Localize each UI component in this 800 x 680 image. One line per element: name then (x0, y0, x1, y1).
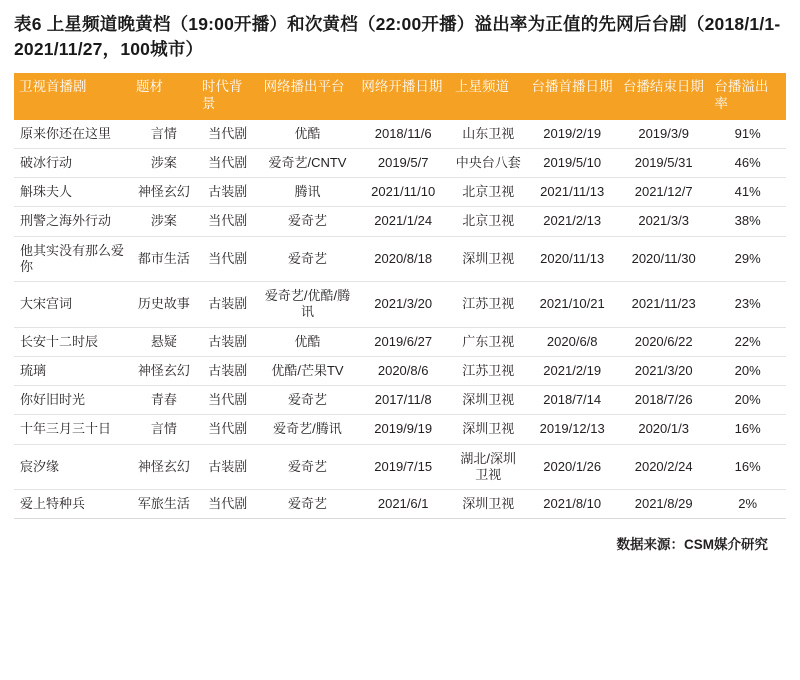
table-row (14, 327, 786, 356)
cell-drama: 十年三月三十日 (14, 415, 131, 444)
cell-tv-start: 2018/7/14 (527, 386, 618, 415)
cell-tv-end: 2020/11/30 (618, 236, 709, 282)
cell-tv-start: 2020/1/26 (527, 444, 618, 490)
cell-online-date: 2017/11/8 (356, 386, 450, 415)
cell-overflow-rate: 2% (709, 490, 786, 519)
cell-era: 当代剧 (197, 120, 259, 149)
column-header-online-platform: 网络播出平台 (259, 73, 357, 120)
overflow-rate-table (14, 73, 786, 520)
cell-drama: 斛珠夫人 (14, 178, 131, 207)
cell-tv-start: 2019/2/19 (527, 120, 618, 149)
cell-tv-start: 2021/2/19 (527, 356, 618, 385)
cell-overflow-rate: 16% (709, 415, 786, 444)
table-row (14, 282, 786, 328)
cell-tv-start: 2021/11/13 (527, 178, 618, 207)
cell-tv-end: 2021/3/20 (618, 356, 709, 385)
cell-channel: 山东卫视 (450, 120, 527, 149)
cell-channel: 深圳卫视 (450, 386, 527, 415)
cell-platform: 优酷/芒果TV (259, 356, 357, 385)
cell-genre: 言情 (131, 415, 197, 444)
cell-genre: 涉案 (131, 148, 197, 177)
cell-online-date: 2021/6/1 (356, 490, 450, 519)
cell-tv-end: 2021/12/7 (618, 178, 709, 207)
cell-genre: 言情 (131, 120, 197, 149)
cell-overflow-rate: 20% (709, 386, 786, 415)
cell-platform: 爱奇艺/CNTV (259, 148, 357, 177)
cell-overflow-rate: 46% (709, 148, 786, 177)
cell-tv-start: 2019/5/10 (527, 148, 618, 177)
cell-genre: 神怪玄幻 (131, 444, 197, 490)
cell-channel: 广东卫视 (450, 327, 527, 356)
cell-drama: 他其实没有那么爱你 (14, 236, 131, 282)
cell-era: 古装剧 (197, 282, 259, 328)
cell-channel: 深圳卫视 (450, 415, 527, 444)
cell-tv-end: 2020/2/24 (618, 444, 709, 490)
cell-genre: 历史故事 (131, 282, 197, 328)
column-header-online-start-date: 网络开播日期 (356, 73, 450, 120)
cell-tv-start: 2020/6/8 (527, 327, 618, 356)
cell-channel: 北京卫视 (450, 207, 527, 236)
cell-tv-start: 2020/11/13 (527, 236, 618, 282)
cell-platform: 爱奇艺 (259, 236, 357, 282)
cell-overflow-rate: 38% (709, 207, 786, 236)
cell-overflow-rate: 29% (709, 236, 786, 282)
cell-platform: 腾讯 (259, 178, 357, 207)
cell-online-date: 2020/8/6 (356, 356, 450, 385)
table-row (14, 178, 786, 207)
cell-drama: 爱上特种兵 (14, 490, 131, 519)
cell-platform: 优酷 (259, 120, 357, 149)
cell-channel: 湖北/深圳卫视 (450, 444, 527, 490)
cell-genre: 悬疑 (131, 327, 197, 356)
column-header-genre: 题材 (131, 73, 197, 120)
cell-online-date: 2019/9/19 (356, 415, 450, 444)
column-header-overflow-rate: 台播溢出率 (709, 73, 786, 120)
table-row (14, 415, 786, 444)
cell-online-date: 2019/7/15 (356, 444, 450, 490)
cell-era: 当代剧 (197, 386, 259, 415)
table-row (14, 444, 786, 490)
cell-tv-start: 2021/10/21 (527, 282, 618, 328)
cell-drama: 宸汐缘 (14, 444, 131, 490)
cell-platform: 优酷 (259, 327, 357, 356)
cell-overflow-rate: 22% (709, 327, 786, 356)
cell-channel: 深圳卫视 (450, 236, 527, 282)
table-row (14, 356, 786, 385)
cell-overflow-rate: 23% (709, 282, 786, 328)
cell-genre: 神怪玄幻 (131, 178, 197, 207)
column-header-tv-start-date: 台播首播日期 (527, 73, 618, 120)
cell-overflow-rate: 41% (709, 178, 786, 207)
cell-era: 当代剧 (197, 415, 259, 444)
cell-platform: 爱奇艺 (259, 386, 357, 415)
cell-tv-start: 2019/12/13 (527, 415, 618, 444)
cell-drama: 大宋宫词 (14, 282, 131, 328)
cell-tv-end: 2020/6/22 (618, 327, 709, 356)
cell-tv-end: 2018/7/26 (618, 386, 709, 415)
cell-online-date: 2018/11/6 (356, 120, 450, 149)
cell-platform: 爱奇艺 (259, 207, 357, 236)
cell-drama: 你好旧时光 (14, 386, 131, 415)
cell-platform: 爱奇艺/腾讯 (259, 415, 357, 444)
cell-online-date: 2021/11/10 (356, 178, 450, 207)
cell-online-date: 2021/3/20 (356, 282, 450, 328)
table-row (14, 490, 786, 519)
cell-overflow-rate: 16% (709, 444, 786, 490)
cell-era: 古装剧 (197, 356, 259, 385)
cell-tv-end: 2021/11/23 (618, 282, 709, 328)
cell-online-date: 2020/8/18 (356, 236, 450, 282)
table-header-row (14, 73, 786, 120)
cell-online-date: 2019/6/27 (356, 327, 450, 356)
cell-tv-end: 2019/5/31 (618, 148, 709, 177)
cell-genre: 都市生活 (131, 236, 197, 282)
page-title: 表6 上星频道晚黄档（19:00开播）和次黄档（22:00开播）溢出率为正值的先网后台剧（2018/1/1-2021/11/27，100城市） (14, 14, 781, 60)
cell-tv-end: 2021/3/3 (618, 207, 709, 236)
source-note: 数据来源：CSM媒介研究 (616, 537, 768, 553)
cell-channel: 江苏卫视 (450, 356, 527, 385)
cell-channel: 北京卫视 (450, 178, 527, 207)
cell-tv-end: 2019/3/9 (618, 120, 709, 149)
cell-drama: 琉璃 (14, 356, 131, 385)
cell-drama: 原来你还在这里 (14, 120, 131, 149)
cell-era: 古装剧 (197, 327, 259, 356)
table-header (14, 73, 786, 120)
table-row (14, 386, 786, 415)
cell-platform: 爱奇艺/优酷/腾讯 (259, 282, 357, 328)
cell-channel: 江苏卫视 (450, 282, 527, 328)
cell-online-date: 2021/1/24 (356, 207, 450, 236)
cell-era: 当代剧 (197, 490, 259, 519)
column-header-drama: 卫视首播剧 (14, 73, 131, 120)
table-row (14, 207, 786, 236)
table-row (14, 148, 786, 177)
cell-online-date: 2019/5/7 (356, 148, 450, 177)
cell-era: 当代剧 (197, 207, 259, 236)
table-row (14, 120, 786, 149)
cell-genre: 神怪玄幻 (131, 356, 197, 385)
cell-tv-start: 2021/2/13 (527, 207, 618, 236)
cell-era: 古装剧 (197, 444, 259, 490)
cell-platform: 爱奇艺 (259, 444, 357, 490)
column-header-tv-end-date: 台播结束日期 (618, 73, 709, 120)
cell-overflow-rate: 20% (709, 356, 786, 385)
cell-overflow-rate: 91% (709, 120, 786, 149)
table-body (14, 120, 786, 519)
cell-tv-start: 2021/8/10 (527, 490, 618, 519)
cell-tv-end: 2020/1/3 (618, 415, 709, 444)
cell-drama: 刑警之海外行动 (14, 207, 131, 236)
cell-drama: 破冰行动 (14, 148, 131, 177)
column-header-satellite-channel: 上星频道 (450, 73, 527, 120)
cell-era: 古装剧 (197, 178, 259, 207)
cell-genre: 涉案 (131, 207, 197, 236)
cell-channel: 中央台八套 (450, 148, 527, 177)
cell-genre: 军旅生活 (131, 490, 197, 519)
cell-era: 当代剧 (197, 148, 259, 177)
table-row (14, 236, 786, 282)
cell-tv-end: 2021/8/29 (618, 490, 709, 519)
cell-channel: 深圳卫视 (450, 490, 527, 519)
column-header-era: 时代背景 (197, 73, 259, 120)
cell-genre: 青春 (131, 386, 197, 415)
cell-platform: 爱奇艺 (259, 490, 357, 519)
cell-era: 当代剧 (197, 236, 259, 282)
cell-drama: 长安十二时辰 (14, 327, 131, 356)
